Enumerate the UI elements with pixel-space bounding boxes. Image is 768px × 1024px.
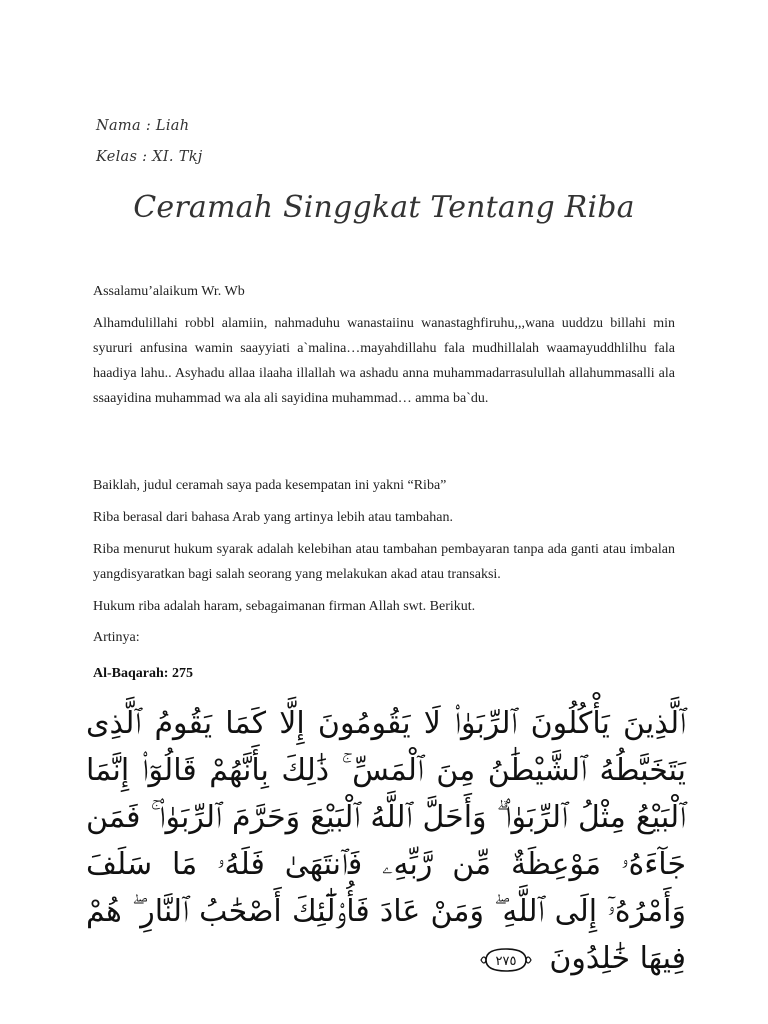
definition-language-paragraph: Riba berasal dari bahasa Arab yang artinya lebih atau tambahan. bbox=[93, 510, 453, 525]
ruling-paragraph: Hukum riba adalah haram, sebagaimanan firman Allah swt. Berikut. bbox=[93, 599, 476, 614]
ayah-ornament-icon bbox=[478, 946, 534, 974]
quran-verse bbox=[86, 700, 686, 976]
greeting-paragraph: Assalamu’alaikum Wr. Wb bbox=[93, 284, 245, 299]
verse-arabic-text: ٱلَّذِينَ يَأْكُلُونَ ٱلرِّبَوٰا۟ لَا يَقُومُونَ إِلَّا كَمَا يَقُومُ ٱلَّذِى يَتَخَبَّطُهُ ٱلشَّيْطَٰنُ مِنَ ٱلْمَسِّ ۚ ذَٰلِكَ بِأَنَّهُمْ قَالُوٓا۟ إِنَّمَا ٱلْبَيْعُ مِثْلُ ٱلرِّبَوٰا۟ ۗ وَأَحَلَّ ٱللَّهُ ٱلْبَيْعَ وَحَرَّمَ ٱلرِّبَوٰا۟ ۚ فَمَن جَآءَهُۥ مَوْعِظَةٌ مِّن رَّبِّهِۦ فَٱنتَهَىٰ فَلَهُۥ مَا سَلَفَ وَأَمْرُهُۥٓ إِلَى ٱللَّهِ ۖ وَمَنْ عَادَ فَأُو۟لَٰٓئِكَ أَصْحَٰبُ ٱلنَّارِ ۖ هُمْ فِيهَا خَٰلِدُونَ bbox=[86, 706, 686, 976]
document-title: Ceramah Singgkat Tentang Riba bbox=[133, 190, 635, 225]
surah-reference: Al-Baqarah: 275 bbox=[93, 666, 193, 681]
student-name: Nama : Liah bbox=[96, 118, 190, 134]
ayah-number: ٢٧٥ bbox=[495, 953, 517, 969]
student-class: Kelas : XI. Tkj bbox=[96, 149, 203, 165]
definition-law-paragraph: Riba menurut hukum syarak adalah kelebihan atau tambahan pembayaran tanpa ada ganti atau imbalan yangdisyaratkan bagi salah seorang yang melakukan akad atau transaksi. bbox=[93, 542, 675, 582]
opening-prayer-paragraph: Alhamdulillahi robbl alamiin, nahmaduhu wanastaiinu wanastaghfiruhu,,,wana uuddzu billahi min syururi anfusina wamin saayyiati a`malina…mayahdillahu fala mudhillalah waamayuddhlilhu fala haadiya lahu.. Asyhadu allaa ilaaha illallah wa ashadu anna muhammadarrasulullah allahummasalli ala ssaayidina muhammad wa ala ali sayidina muhammad… amma ba`du. bbox=[93, 316, 675, 406]
ayah-number-marker bbox=[478, 946, 534, 974]
meaning-label: Artinya: bbox=[93, 630, 140, 645]
topic-paragraph: Baiklah, judul ceramah saya pada kesempatan ini yakni “Riba” bbox=[93, 478, 447, 493]
